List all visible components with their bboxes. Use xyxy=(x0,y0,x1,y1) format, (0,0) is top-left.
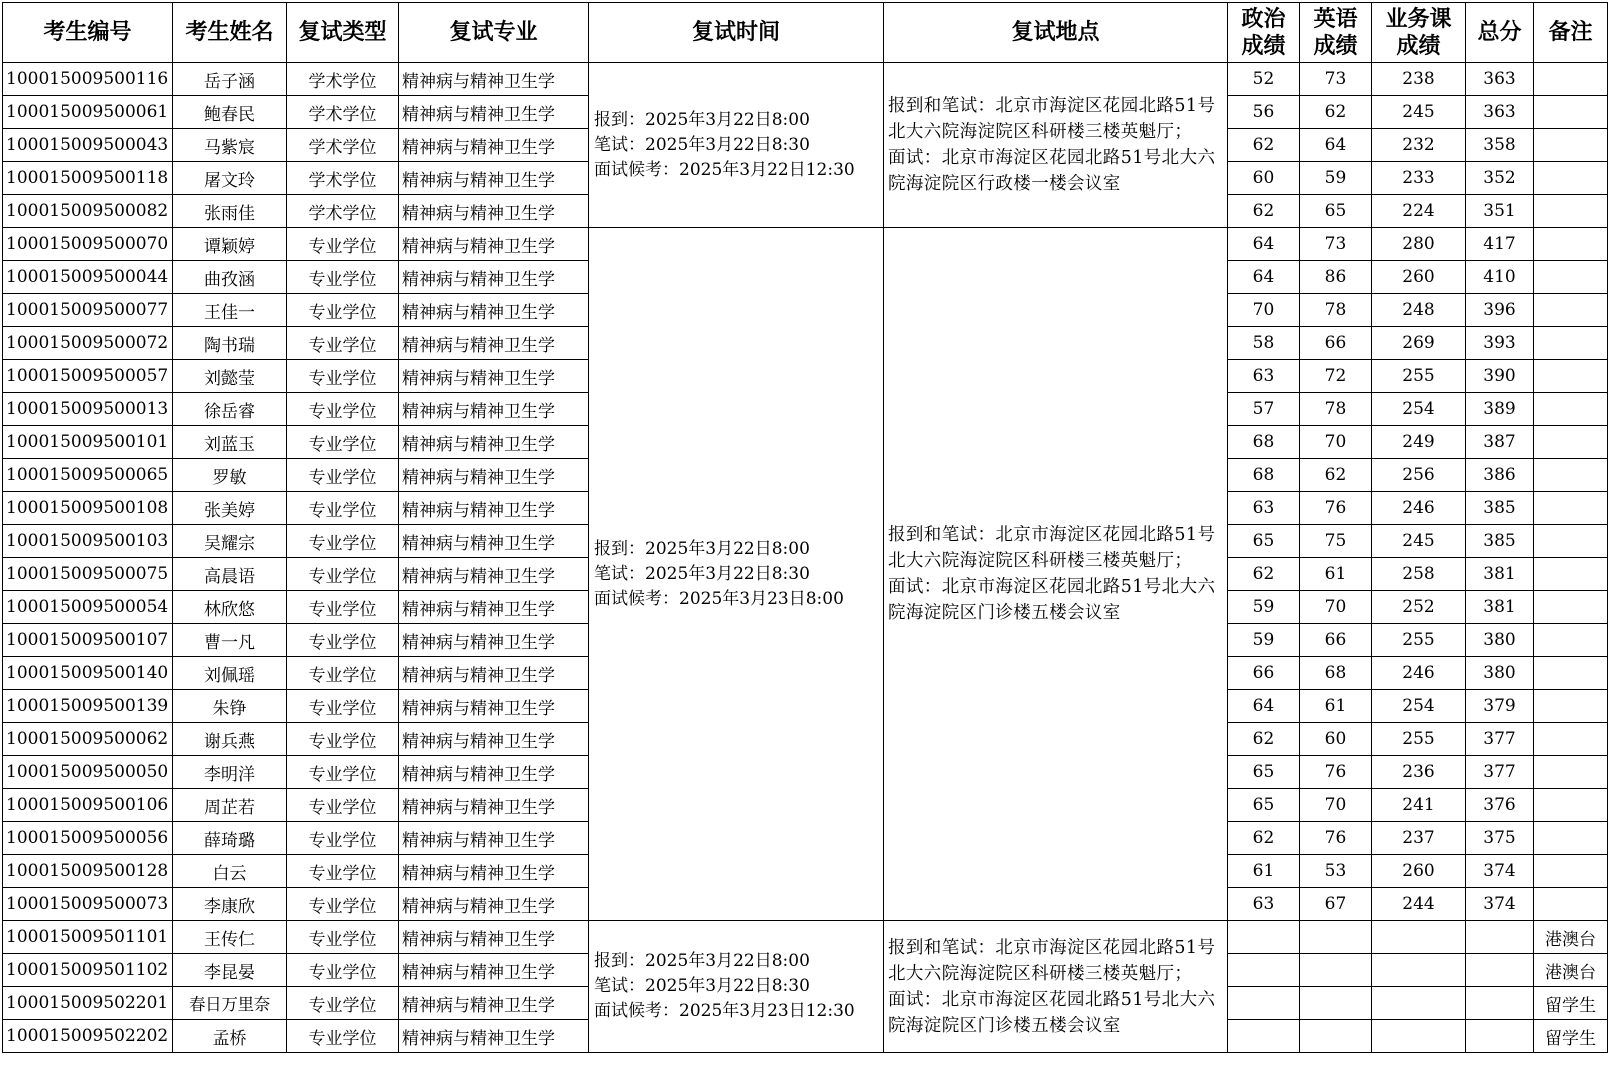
major-score-cell: 269 xyxy=(1372,327,1466,360)
total-score-cell: 352 xyxy=(1466,162,1534,195)
politics-score-cell: 62 xyxy=(1228,195,1300,228)
remarks-cell xyxy=(1534,822,1608,855)
total-score-cell: 375 xyxy=(1466,822,1534,855)
total-score-cell xyxy=(1466,1020,1534,1053)
remarks-cell xyxy=(1534,459,1608,492)
english-score-cell: 62 xyxy=(1300,96,1372,129)
english-score-cell: 66 xyxy=(1300,624,1372,657)
politics-score-cell: 64 xyxy=(1228,690,1300,723)
retest-major-cell: 精神病与精神卫生学 xyxy=(399,63,589,96)
header-major-score: 业务课 成绩 xyxy=(1372,3,1466,63)
remarks-cell xyxy=(1534,129,1608,162)
candidate-id-cell: 100015009500075 xyxy=(3,558,173,591)
remarks-cell xyxy=(1534,657,1608,690)
retest-type-cell: 专业学位 xyxy=(287,888,399,921)
candidate-name-cell: 林欣悠 xyxy=(173,591,287,624)
candidate-name-cell: 鲍春民 xyxy=(173,96,287,129)
candidate-name-cell: 朱铮 xyxy=(173,690,287,723)
total-score-cell: 390 xyxy=(1466,360,1534,393)
retest-type-cell: 专业学位 xyxy=(287,393,399,426)
retest-major-cell: 精神病与精神卫生学 xyxy=(399,96,589,129)
candidate-name-cell: 刘佩瑶 xyxy=(173,657,287,690)
politics-score-cell: 56 xyxy=(1228,96,1300,129)
politics-score-cell: 68 xyxy=(1228,459,1300,492)
remarks-cell xyxy=(1534,888,1608,921)
english-score-cell: 70 xyxy=(1300,426,1372,459)
retest-type-cell: 专业学位 xyxy=(287,789,399,822)
remarks-cell xyxy=(1534,261,1608,294)
politics-score-cell: 59 xyxy=(1228,624,1300,657)
english-score-cell: 70 xyxy=(1300,789,1372,822)
major-score-cell: 244 xyxy=(1372,888,1466,921)
candidate-id-cell: 100015009500056 xyxy=(3,822,173,855)
total-score-cell: 377 xyxy=(1466,756,1534,789)
major-score-cell: 245 xyxy=(1372,96,1466,129)
english-score-cell: 64 xyxy=(1300,129,1372,162)
english-score-cell: 59 xyxy=(1300,162,1372,195)
candidate-name-cell: 周芷若 xyxy=(173,789,287,822)
politics-score-cell: 63 xyxy=(1228,360,1300,393)
major-score-cell: 238 xyxy=(1372,63,1466,96)
major-score-cell xyxy=(1372,1020,1466,1053)
major-score-cell: 280 xyxy=(1372,228,1466,261)
english-score-cell: 60 xyxy=(1300,723,1372,756)
retest-time-cell: 报到：2025年3月22日8:00 笔试：2025年3月22日8:30 面试候考：2025年3月23日12:30 xyxy=(589,921,884,1053)
retest-type-cell: 专业学位 xyxy=(287,822,399,855)
politics-score-cell: 62 xyxy=(1228,129,1300,162)
english-score-cell: 62 xyxy=(1300,459,1372,492)
politics-score-cell: 68 xyxy=(1228,426,1300,459)
total-score-cell: 358 xyxy=(1466,129,1534,162)
header-row xyxy=(3,3,1608,63)
politics-score-cell: 70 xyxy=(1228,294,1300,327)
remarks-cell xyxy=(1534,624,1608,657)
english-score-cell: 53 xyxy=(1300,855,1372,888)
candidate-name-cell: 马紫宸 xyxy=(173,129,287,162)
politics-score-cell: 65 xyxy=(1228,789,1300,822)
total-score-cell: 377 xyxy=(1466,723,1534,756)
candidate-name-cell: 刘蓝玉 xyxy=(173,426,287,459)
retest-type-cell: 专业学位 xyxy=(287,723,399,756)
major-score-cell xyxy=(1372,987,1466,1020)
total-score-cell: 389 xyxy=(1466,393,1534,426)
total-score-cell: 385 xyxy=(1466,525,1534,558)
header-retest-time: 复试时间 xyxy=(589,3,884,63)
politics-score-cell xyxy=(1228,921,1300,954)
retest-type-cell: 专业学位 xyxy=(287,591,399,624)
english-score-cell xyxy=(1300,1020,1372,1053)
major-score-cell: 237 xyxy=(1372,822,1466,855)
major-score-cell: 260 xyxy=(1372,855,1466,888)
candidate-id-cell: 100015009500107 xyxy=(3,624,173,657)
major-score-cell: 256 xyxy=(1372,459,1466,492)
remarks-cell xyxy=(1534,756,1608,789)
english-score-cell: 73 xyxy=(1300,63,1372,96)
english-score-cell xyxy=(1300,954,1372,987)
major-score-cell: 246 xyxy=(1372,657,1466,690)
candidate-name-cell: 岳子涵 xyxy=(173,63,287,96)
candidate-name-cell: 谢兵燕 xyxy=(173,723,287,756)
english-score-cell: 65 xyxy=(1300,195,1372,228)
candidate-id-cell: 100015009502202 xyxy=(3,1020,173,1053)
retest-major-cell: 精神病与精神卫生学 xyxy=(399,393,589,426)
major-score-cell: 248 xyxy=(1372,294,1466,327)
politics-score-cell: 63 xyxy=(1228,492,1300,525)
remarks-cell xyxy=(1534,855,1608,888)
candidate-name-cell: 白云 xyxy=(173,855,287,888)
english-score-cell xyxy=(1300,987,1372,1020)
remarks-cell xyxy=(1534,294,1608,327)
retest-type-cell: 专业学位 xyxy=(287,459,399,492)
candidate-id-cell: 100015009500082 xyxy=(3,195,173,228)
retest-type-cell: 专业学位 xyxy=(287,558,399,591)
politics-score-cell: 66 xyxy=(1228,657,1300,690)
candidate-name-cell: 曲孜涵 xyxy=(173,261,287,294)
english-score-cell: 78 xyxy=(1300,393,1372,426)
candidate-id-cell: 100015009500108 xyxy=(3,492,173,525)
major-score-cell: 224 xyxy=(1372,195,1466,228)
retest-type-cell: 专业学位 xyxy=(287,228,399,261)
remarks-cell xyxy=(1534,525,1608,558)
header-candidate-name: 考生姓名 xyxy=(173,3,287,63)
total-score-cell: 379 xyxy=(1466,690,1534,723)
english-score-cell: 61 xyxy=(1300,690,1372,723)
retest-major-cell: 精神病与精神卫生学 xyxy=(399,789,589,822)
politics-score-cell: 60 xyxy=(1228,162,1300,195)
retest-major-cell: 精神病与精神卫生学 xyxy=(399,855,589,888)
total-score-cell: 380 xyxy=(1466,657,1534,690)
header-total-score: 总分 xyxy=(1466,3,1534,63)
major-score-cell: 232 xyxy=(1372,129,1466,162)
major-score-cell xyxy=(1372,954,1466,987)
header-retest-type: 复试类型 xyxy=(287,3,399,63)
retest-location-cell: 报到和笔试：北京市海淀区花园北路51号北大六院海淀院区科研楼三楼英魁厅； 面试：北京市海淀区花园北路51号北大六院海淀院区门诊楼五楼会议室 xyxy=(884,228,1228,921)
politics-score-cell: 58 xyxy=(1228,327,1300,360)
retest-major-cell: 精神病与精神卫生学 xyxy=(399,195,589,228)
total-score-cell: 387 xyxy=(1466,426,1534,459)
remarks-cell xyxy=(1534,591,1608,624)
candidate-id-cell: 100015009500072 xyxy=(3,327,173,360)
english-score-cell: 76 xyxy=(1300,492,1372,525)
candidate-name-cell: 张雨佳 xyxy=(173,195,287,228)
candidate-name-cell: 罗敏 xyxy=(173,459,287,492)
english-score-cell: 76 xyxy=(1300,822,1372,855)
retest-type-cell: 专业学位 xyxy=(287,294,399,327)
candidate-name-cell: 薛琦璐 xyxy=(173,822,287,855)
remarks-cell xyxy=(1534,360,1608,393)
total-score-cell: 385 xyxy=(1466,492,1534,525)
candidate-name-cell: 吴耀宗 xyxy=(173,525,287,558)
english-score-cell: 76 xyxy=(1300,756,1372,789)
candidate-name-cell: 王传仁 xyxy=(173,921,287,954)
retest-list-table xyxy=(2,2,1608,1053)
header-politics-score: 政治 成绩 xyxy=(1228,3,1300,63)
retest-type-cell: 专业学位 xyxy=(287,954,399,987)
candidate-id-cell: 100015009500050 xyxy=(3,756,173,789)
retest-type-cell: 专业学位 xyxy=(287,690,399,723)
retest-type-cell: 专业学位 xyxy=(287,525,399,558)
major-score-cell: 258 xyxy=(1372,558,1466,591)
retest-type-cell: 专业学位 xyxy=(287,624,399,657)
major-score-cell: 245 xyxy=(1372,525,1466,558)
major-score-cell: 236 xyxy=(1372,756,1466,789)
retest-major-cell: 精神病与精神卫生学 xyxy=(399,657,589,690)
retest-major-cell: 精神病与精神卫生学 xyxy=(399,459,589,492)
english-score-cell: 67 xyxy=(1300,888,1372,921)
candidate-name-cell: 高晨语 xyxy=(173,558,287,591)
retest-type-cell: 专业学位 xyxy=(287,492,399,525)
retest-location-cell: 报到和笔试：北京市海淀区花园北路51号北大六院海淀院区科研楼三楼英魁厅； 面试：北京市海淀区花园北路51号北大六院海淀院区行政楼一楼会议室 xyxy=(884,63,1228,228)
candidate-name-cell: 春日万里奈 xyxy=(173,987,287,1020)
candidate-name-cell: 陶书瑞 xyxy=(173,327,287,360)
candidate-id-cell: 100015009500013 xyxy=(3,393,173,426)
english-score-cell: 61 xyxy=(1300,558,1372,591)
candidate-id-cell: 100015009500073 xyxy=(3,888,173,921)
english-score-cell: 72 xyxy=(1300,360,1372,393)
candidate-id-cell: 100015009500070 xyxy=(3,228,173,261)
english-score-cell xyxy=(1300,921,1372,954)
retest-type-cell: 专业学位 xyxy=(287,987,399,1020)
total-score-cell: 396 xyxy=(1466,294,1534,327)
candidate-id-cell: 100015009500077 xyxy=(3,294,173,327)
remarks-cell xyxy=(1534,690,1608,723)
retest-major-cell: 精神病与精神卫生学 xyxy=(399,756,589,789)
remarks-cell xyxy=(1534,327,1608,360)
remarks-cell: 港澳台 xyxy=(1534,921,1608,954)
retest-major-cell: 精神病与精神卫生学 xyxy=(399,129,589,162)
english-score-cell: 66 xyxy=(1300,327,1372,360)
candidate-name-cell: 刘懿莹 xyxy=(173,360,287,393)
remarks-cell xyxy=(1534,393,1608,426)
politics-score-cell: 65 xyxy=(1228,756,1300,789)
total-score-cell: 363 xyxy=(1466,96,1534,129)
retest-major-cell: 精神病与精神卫生学 xyxy=(399,327,589,360)
remarks-cell xyxy=(1534,789,1608,822)
remarks-cell: 留学生 xyxy=(1534,1020,1608,1053)
politics-score-cell: 65 xyxy=(1228,525,1300,558)
total-score-cell xyxy=(1466,921,1534,954)
retest-major-cell: 精神病与精神卫生学 xyxy=(399,558,589,591)
english-score-cell: 73 xyxy=(1300,228,1372,261)
candidate-id-cell: 100015009500116 xyxy=(3,63,173,96)
politics-score-cell xyxy=(1228,954,1300,987)
english-score-cell: 70 xyxy=(1300,591,1372,624)
remarks-cell xyxy=(1534,162,1608,195)
retest-type-cell: 专业学位 xyxy=(287,327,399,360)
total-score-cell xyxy=(1466,954,1534,987)
candidate-id-cell: 100015009500061 xyxy=(3,96,173,129)
retest-type-cell: 学术学位 xyxy=(287,96,399,129)
retest-major-cell: 精神病与精神卫生学 xyxy=(399,591,589,624)
candidate-id-cell: 100015009502201 xyxy=(3,987,173,1020)
major-score-cell: 255 xyxy=(1372,723,1466,756)
table-header xyxy=(3,3,1608,63)
major-score-cell: 233 xyxy=(1372,162,1466,195)
candidate-name-cell: 曹一凡 xyxy=(173,624,287,657)
candidate-name-cell: 李昆晏 xyxy=(173,954,287,987)
header-english-score: 英语 成绩 xyxy=(1300,3,1372,63)
retest-major-cell: 精神病与精神卫生学 xyxy=(399,426,589,459)
candidate-id-cell: 100015009501101 xyxy=(3,921,173,954)
candidate-name-cell: 孟桥 xyxy=(173,1020,287,1053)
candidate-id-cell: 100015009500103 xyxy=(3,525,173,558)
politics-score-cell: 52 xyxy=(1228,63,1300,96)
header-remarks: 备注 xyxy=(1534,3,1608,63)
candidate-id-cell: 100015009500139 xyxy=(3,690,173,723)
retest-major-cell: 精神病与精神卫生学 xyxy=(399,888,589,921)
retest-type-cell: 学术学位 xyxy=(287,129,399,162)
politics-score-cell: 62 xyxy=(1228,558,1300,591)
major-score-cell: 249 xyxy=(1372,426,1466,459)
total-score-cell: 417 xyxy=(1466,228,1534,261)
total-score-cell: 376 xyxy=(1466,789,1534,822)
politics-score-cell: 64 xyxy=(1228,261,1300,294)
english-score-cell: 86 xyxy=(1300,261,1372,294)
major-score-cell: 252 xyxy=(1372,591,1466,624)
table-body xyxy=(3,63,1608,1053)
retest-major-cell: 精神病与精神卫生学 xyxy=(399,822,589,855)
major-score-cell: 254 xyxy=(1372,690,1466,723)
english-score-cell: 68 xyxy=(1300,657,1372,690)
retest-type-cell: 学术学位 xyxy=(287,195,399,228)
english-score-cell: 75 xyxy=(1300,525,1372,558)
candidate-id-cell: 100015009500065 xyxy=(3,459,173,492)
politics-score-cell: 64 xyxy=(1228,228,1300,261)
retest-major-cell: 精神病与精神卫生学 xyxy=(399,954,589,987)
retest-location-cell: 报到和笔试：北京市海淀区花园北路51号北大六院海淀院区科研楼三楼英魁厅； 面试：北京市海淀区花园北路51号北大六院海淀院区门诊楼五楼会议室 xyxy=(884,921,1228,1053)
major-score-cell: 246 xyxy=(1372,492,1466,525)
remarks-cell xyxy=(1534,723,1608,756)
retest-type-cell: 专业学位 xyxy=(287,360,399,393)
english-score-cell: 78 xyxy=(1300,294,1372,327)
retest-type-cell: 专业学位 xyxy=(287,855,399,888)
total-score-cell: 380 xyxy=(1466,624,1534,657)
politics-score-cell: 63 xyxy=(1228,888,1300,921)
major-score-cell xyxy=(1372,921,1466,954)
total-score-cell: 374 xyxy=(1466,855,1534,888)
remarks-cell xyxy=(1534,63,1608,96)
candidate-name-cell: 李明洋 xyxy=(173,756,287,789)
remarks-cell: 留学生 xyxy=(1534,987,1608,1020)
header-candidate-id: 考生编号 xyxy=(3,3,173,63)
candidate-id-cell: 100015009500044 xyxy=(3,261,173,294)
remarks-cell xyxy=(1534,492,1608,525)
retest-time-cell: 报到：2025年3月22日8:00 笔试：2025年3月22日8:30 面试候考：2025年3月22日12:30 xyxy=(589,63,884,228)
candidate-id-cell: 100015009500118 xyxy=(3,162,173,195)
politics-score-cell: 62 xyxy=(1228,822,1300,855)
retest-type-cell: 专业学位 xyxy=(287,756,399,789)
total-score-cell: 374 xyxy=(1466,888,1534,921)
retest-major-cell: 精神病与精神卫生学 xyxy=(399,294,589,327)
major-score-cell: 255 xyxy=(1372,624,1466,657)
total-score-cell: 363 xyxy=(1466,63,1534,96)
retest-major-cell: 精神病与精神卫生学 xyxy=(399,1020,589,1053)
politics-score-cell: 62 xyxy=(1228,723,1300,756)
total-score-cell: 381 xyxy=(1466,591,1534,624)
retest-major-cell: 精神病与精神卫生学 xyxy=(399,360,589,393)
politics-score-cell xyxy=(1228,987,1300,1020)
total-score-cell xyxy=(1466,987,1534,1020)
retest-type-cell: 学术学位 xyxy=(287,63,399,96)
retest-major-cell: 精神病与精神卫生学 xyxy=(399,492,589,525)
retest-major-cell: 精神病与精神卫生学 xyxy=(399,162,589,195)
major-score-cell: 254 xyxy=(1372,393,1466,426)
retest-type-cell: 专业学位 xyxy=(287,1020,399,1053)
remarks-cell xyxy=(1534,195,1608,228)
candidate-name-cell: 屠文玲 xyxy=(173,162,287,195)
candidate-id-cell: 100015009501102 xyxy=(3,954,173,987)
table-row xyxy=(3,921,1608,954)
candidate-id-cell: 100015009500128 xyxy=(3,855,173,888)
remarks-cell xyxy=(1534,96,1608,129)
table-row xyxy=(3,63,1608,96)
total-score-cell: 386 xyxy=(1466,459,1534,492)
candidate-name-cell: 李康欣 xyxy=(173,888,287,921)
retest-type-cell: 专业学位 xyxy=(287,657,399,690)
retest-type-cell: 专业学位 xyxy=(287,261,399,294)
total-score-cell: 351 xyxy=(1466,195,1534,228)
retest-major-cell: 精神病与精神卫生学 xyxy=(399,228,589,261)
candidate-id-cell: 100015009500057 xyxy=(3,360,173,393)
remarks-cell: 港澳台 xyxy=(1534,954,1608,987)
candidate-id-cell: 100015009500054 xyxy=(3,591,173,624)
candidate-name-cell: 徐岳睿 xyxy=(173,393,287,426)
candidate-name-cell: 王佳一 xyxy=(173,294,287,327)
total-score-cell: 381 xyxy=(1466,558,1534,591)
header-retest-major: 复试专业 xyxy=(399,3,589,63)
retest-type-cell: 专业学位 xyxy=(287,426,399,459)
candidate-id-cell: 100015009500062 xyxy=(3,723,173,756)
retest-major-cell: 精神病与精神卫生学 xyxy=(399,921,589,954)
retest-major-cell: 精神病与精神卫生学 xyxy=(399,624,589,657)
candidate-id-cell: 100015009500140 xyxy=(3,657,173,690)
retest-major-cell: 精神病与精神卫生学 xyxy=(399,987,589,1020)
politics-score-cell: 59 xyxy=(1228,591,1300,624)
remarks-cell xyxy=(1534,558,1608,591)
retest-type-cell: 专业学位 xyxy=(287,921,399,954)
total-score-cell: 410 xyxy=(1466,261,1534,294)
remarks-cell xyxy=(1534,426,1608,459)
politics-score-cell xyxy=(1228,1020,1300,1053)
retest-type-cell: 学术学位 xyxy=(287,162,399,195)
candidate-id-cell: 100015009500106 xyxy=(3,789,173,822)
candidate-id-cell: 100015009500101 xyxy=(3,426,173,459)
retest-major-cell: 精神病与精神卫生学 xyxy=(399,723,589,756)
remarks-cell xyxy=(1534,228,1608,261)
retest-major-cell: 精神病与精神卫生学 xyxy=(399,690,589,723)
politics-score-cell: 57 xyxy=(1228,393,1300,426)
major-score-cell: 260 xyxy=(1372,261,1466,294)
total-score-cell: 393 xyxy=(1466,327,1534,360)
candidate-name-cell: 张美婷 xyxy=(173,492,287,525)
header-retest-location: 复试地点 xyxy=(884,3,1228,63)
major-score-cell: 241 xyxy=(1372,789,1466,822)
table-row xyxy=(3,228,1608,261)
retest-time-cell: 报到：2025年3月22日8:00 笔试：2025年3月22日8:30 面试候考：2025年3月23日8:00 xyxy=(589,228,884,921)
retest-major-cell: 精神病与精神卫生学 xyxy=(399,525,589,558)
candidate-name-cell: 谭颖婷 xyxy=(173,228,287,261)
politics-score-cell: 61 xyxy=(1228,855,1300,888)
major-score-cell: 255 xyxy=(1372,360,1466,393)
candidate-id-cell: 100015009500043 xyxy=(3,129,173,162)
retest-major-cell: 精神病与精神卫生学 xyxy=(399,261,589,294)
